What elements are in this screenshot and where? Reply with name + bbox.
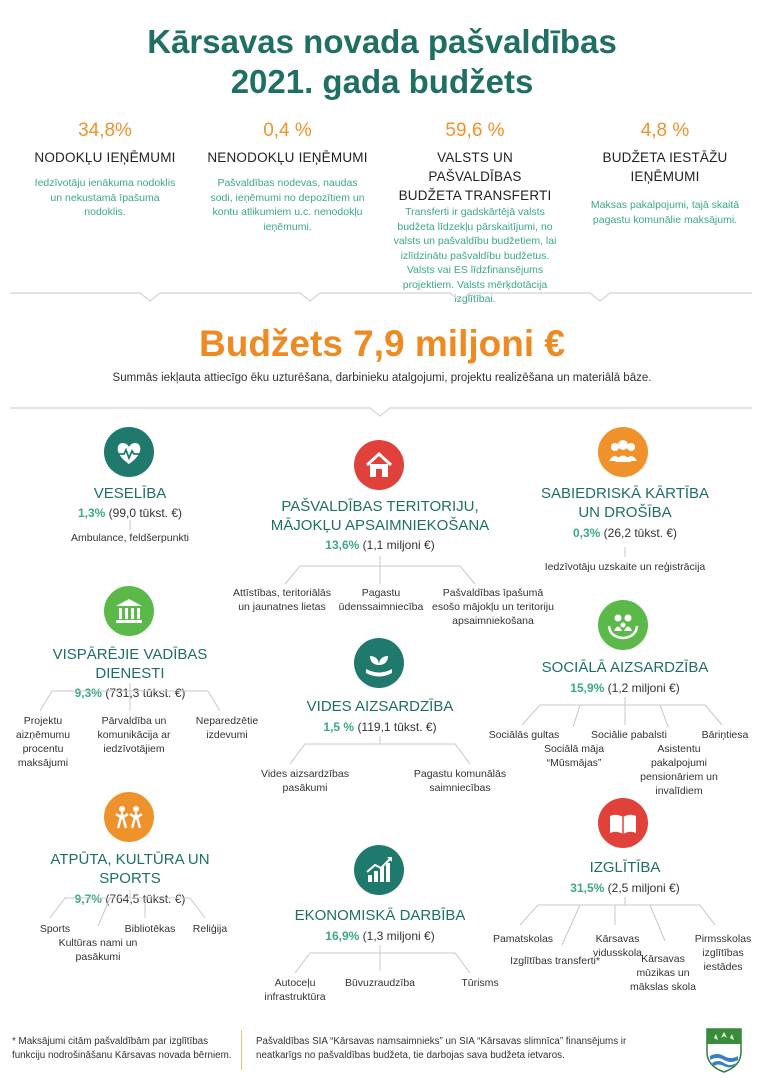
social-tree xyxy=(500,697,740,727)
culture-title: ATPŪTA, KULTŪRA UN SPORTS xyxy=(50,851,210,887)
environment-amount: 1,5 % (119,1 tūkst. €) xyxy=(323,720,437,734)
revenue-tax xyxy=(20,120,190,220)
category-environment xyxy=(280,697,480,734)
environment-tree xyxy=(270,736,490,766)
education-title: IZGLĪTĪBA xyxy=(589,859,661,876)
category-territory xyxy=(250,497,510,552)
page-title xyxy=(0,22,764,102)
category-education xyxy=(530,858,720,895)
revenue-transfers xyxy=(385,120,565,307)
hand-plant-icon xyxy=(354,638,404,688)
revenue-nontax-title: NENODOKĻU IEŅĒMUMI xyxy=(207,150,368,165)
municipal-coat-of-arms-icon xyxy=(704,1026,744,1074)
sports-culture-icon xyxy=(104,792,154,842)
environment-item-2: Pagastu komunālās saimniecības xyxy=(413,768,507,794)
social-item-1: Sociālās gultas xyxy=(488,729,560,741)
culture-item-1: Sports xyxy=(39,923,71,935)
house-icon xyxy=(354,440,404,490)
footer-divider xyxy=(241,1030,242,1070)
environment-title: VIDES AIZSARDZĪBA xyxy=(306,698,454,715)
economy-title: EKONOMISKĀ DARBĪBA xyxy=(294,907,466,924)
social-amount: 15,9% (1,2 miljoni €) xyxy=(570,681,680,695)
education-item-3: Kārsavas vidusskola xyxy=(592,933,643,959)
category-social xyxy=(530,658,720,695)
revenue-transfers-title: VALSTS UN PAŠVALDĪBAS BUDŽETA TRANSFERTI xyxy=(398,150,552,203)
footer-note-right: Pašvaldības SIA “Kārsavas namsaimnieks” un SIA “Kārsavas slimnīca” finansējums ir neatkarīgs no pašvaldības budžeta, tie darbojas sava budžeta ietvaros. xyxy=(256,1036,627,1061)
revenue-tax-pct: 34,8% xyxy=(78,120,132,141)
budget-separator xyxy=(0,402,764,418)
general-item-1: Projektu aizņēmumu procentu maksājumi xyxy=(15,715,71,769)
category-health xyxy=(40,484,220,520)
general-item-3: Neparedzētie izdevumi xyxy=(195,715,259,741)
revenue-separator xyxy=(0,285,764,305)
economy-item-1: Autoceļu infrastruktūra xyxy=(264,977,326,1003)
order-amount: 0,3% (26,2 tūkst. €) xyxy=(572,526,678,540)
revenue-tax-title: NODOKĻU IEŅĒMUMI xyxy=(34,150,176,165)
territory-item-1: Attīstības, teritoriālās un jaunatnes lietas xyxy=(232,587,332,613)
page-title-line1: Kārsavas novada pašvaldības xyxy=(147,23,617,60)
health-item: Ambulance, feldšerpunkti xyxy=(71,532,189,544)
revenue-nontax-desc: Pašvaldības nodevas, naudas sodi, ieņēmumi no depozītiem un kontu atlikumiem u.c. nenodokļu ieņēmumi. xyxy=(210,177,365,233)
culture-item-3: Bibliotēkas xyxy=(124,923,176,935)
economy-amount: 16,9% (1,3 miljoni €) xyxy=(325,929,435,943)
social-title: SOCIĀLĀ AIZSARDZĪBA xyxy=(541,659,709,676)
education-item-4: Kārsavas mūzikas un mākslas skola xyxy=(630,953,696,993)
economy-item-3: Tūrisms xyxy=(461,977,499,989)
bank-building-icon xyxy=(104,586,154,636)
order-tree xyxy=(555,547,695,559)
budget-note: Summās iekļauta attiecīgo ēku uzturēšana, darbinieku atalgojumi, projektu realizēšana un materiālā bāze. xyxy=(112,372,652,384)
revenue-transfers-pct: 59,6 % xyxy=(445,120,505,141)
general-title: VISPĀRĒJIE VADĪBAS DIENESTI xyxy=(52,646,208,682)
culture-item-2: Kultūras nami un pasākumi xyxy=(58,937,138,963)
education-amount: 31,5% (2,5 miljoni €) xyxy=(570,881,680,895)
education-item-5: Pirmsskolas izglītības iestādes xyxy=(694,933,752,973)
revenue-nontax xyxy=(200,120,375,234)
category-public-order xyxy=(530,484,720,540)
education-item-2: Izglītības transferti* xyxy=(510,955,600,967)
order-title-1: SABIEDRISKĀ KĀRTĪBA xyxy=(540,485,710,502)
budget-headline: Budžets 7,9 miljoni € xyxy=(199,323,565,364)
page-title-line2: 2021. gada budžets xyxy=(230,63,534,100)
family-care-icon xyxy=(598,600,648,650)
education-item-1: Pamatskolas xyxy=(492,933,554,945)
territory-title-2: MĀJOKĻU APSAIMNIEKOŠANA xyxy=(270,517,490,534)
revenue-transfers-desc: Transferti ir gadskārtējā valsts budžeta līdzekļu pārskaitījumi, no valsts un pašvaldību budžetiem, lai izlīdzinātu pašvaldību budžetus. Valsts vai ES līdzfinansējums projektiem. Valsts mērķdotācija izglītībai. xyxy=(393,206,557,305)
revenue-institutions-desc: Maksas pakalpojumi, tajā skaitā pagastu komunālie maksājumi. xyxy=(590,199,740,226)
category-economy xyxy=(270,906,490,943)
order-item: Iedzīvotāju uzskaite un reģistrācija xyxy=(544,561,706,573)
social-item-4: Asistentu pakalpojumi pensionāriem un invalīdiem xyxy=(640,743,718,797)
general-item-2: Pārvaldība un komunikācija ar iedzīvotājiem xyxy=(97,715,171,755)
territory-title-1: PAŠVALDĪBAS TERITORIJU, xyxy=(281,498,479,515)
revenue-institutions xyxy=(580,120,750,227)
culture-item-4: Reliģija xyxy=(192,923,228,935)
general-tree xyxy=(30,683,230,713)
people-group-icon xyxy=(598,427,648,477)
open-book-icon xyxy=(598,798,648,848)
environment-item-1: Vides aizsardzības pasākumi xyxy=(261,768,349,794)
footer-note-left: * Maksājumi citām pašvaldībām par izglītības funkciju nodrošināšanu Kārsavas novada bērniem. xyxy=(12,1036,232,1061)
territory-tree xyxy=(270,556,500,586)
social-item-5: Bāriņtiesa xyxy=(701,729,749,741)
social-item-2: Sociālā māja “Mūsmājas” xyxy=(543,743,605,769)
territory-amount: 13,6% (1,1 miljoni €) xyxy=(325,538,435,552)
health-title: VESELĪBA xyxy=(93,485,167,502)
heart-pulse-icon xyxy=(104,427,154,477)
revenue-institutions-title: BUDŽETA IESTĀŽU IEŅĒMUMI xyxy=(602,150,728,184)
economy-tree xyxy=(270,945,500,975)
general-amount: 9,3% (731,3 tūkst. €) xyxy=(74,686,186,700)
health-amount: 1,3% (99,0 tūkst. €) xyxy=(77,506,183,520)
revenue-nontax-pct: 0,4 % xyxy=(263,120,312,141)
social-item-3: Sociālie pabalsti xyxy=(591,729,667,741)
economy-item-2: Būvuzraudzība xyxy=(344,977,416,989)
growth-chart-icon xyxy=(354,845,404,895)
revenue-institutions-pct: 4,8 % xyxy=(640,120,690,141)
territory-item-3: Pašvaldības īpašumā esošo mājokļu un teritoriju apsaimniekošana xyxy=(432,587,554,627)
revenue-tax-desc: Iedzīvotāju ienākuma nodoklis un nekustamā īpašuma nodoklis. xyxy=(34,177,176,218)
culture-amount: 9,7% (764,5 tūkst. €) xyxy=(74,892,186,906)
territory-item-2: Pagastu ūdenssaimniecība xyxy=(338,587,424,613)
order-title-2: UN DROŠĪBA xyxy=(578,504,672,521)
